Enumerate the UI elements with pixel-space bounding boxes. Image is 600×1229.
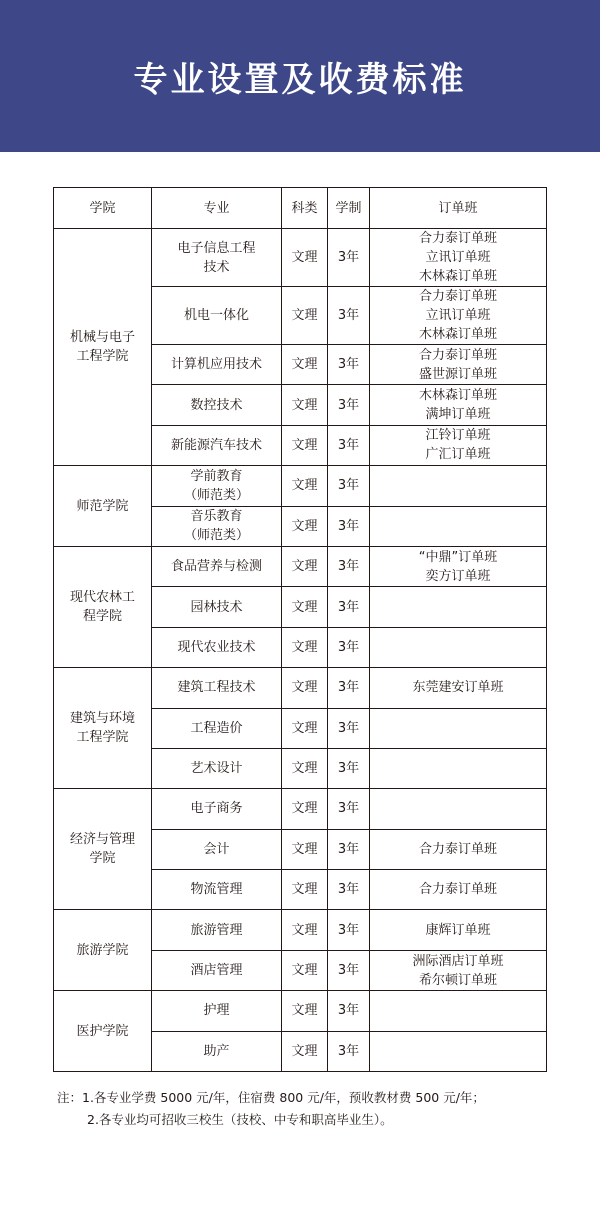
major-cell [152,708,282,748]
college-name: 建筑与环境 [69,711,135,727]
duration-cell: 3年 [328,748,370,788]
order-class-name: 奕方订单班 [425,568,491,584]
order-class-cell [370,991,547,1031]
college-name: 机械与电子 [69,330,135,346]
order-class-name: 东莞建安订单班 [412,680,504,696]
duration-cell: 3年 [328,950,370,990]
major-name: 学前教育 [190,468,243,484]
major-name: 电子信息工程 [177,240,256,256]
order-class-name: 合力泰订单班 [418,882,497,898]
table-row [54,466,547,506]
major-cell [152,425,282,465]
order-class-name: 江铃订单班 [425,428,491,444]
major-name: 音乐教育 [190,509,243,525]
note-line-2: 2.各专业均可招收三校生（技校、中专和职高毕业生）。 [87,1112,393,1127]
college-name: 学院 [89,851,116,867]
major-cell [152,546,282,586]
major-cell [152,1031,282,1071]
category-cell: 文理 [282,229,328,287]
duration-cell: 3年 [328,385,370,425]
major-name: 旅游管理 [190,922,243,938]
category-cell: 文理 [282,385,328,425]
major-name: 新能源汽车技术 [170,437,262,453]
college-name: 经济与管理 [69,832,135,848]
order-class-cell [370,587,547,627]
college-cell [54,789,152,910]
order-class-cell [370,287,547,345]
major-name: （师范类） [183,487,249,503]
college-cell [54,991,152,1072]
order-class-name: 康辉订单班 [425,922,491,938]
major-cell [152,627,282,667]
category-cell: 文理 [282,991,328,1031]
major-name: 技术 [203,259,230,275]
order-class-cell [370,345,547,385]
order-class-cell [370,708,547,748]
order-class-cell [370,506,547,546]
table-row [54,229,547,287]
order-class-cell [370,748,547,788]
category-cell: 文理 [282,910,328,950]
duration-cell: 3年 [328,466,370,506]
major-cell [152,385,282,425]
category-cell: 文理 [282,627,328,667]
major-cell [152,870,282,910]
duration-cell: 3年 [328,668,370,708]
order-class-name: 立讯订单班 [425,250,491,265]
category-cell: 文理 [282,1031,328,1071]
college-cell [54,546,152,667]
category-cell: 文理 [282,345,328,385]
college-cell [54,229,152,466]
category-cell: 文理 [282,748,328,788]
major-cell [152,910,282,950]
major-name: 会计 [203,841,230,857]
header-major: 专业 [152,188,282,229]
college-name: 医护学院 [76,1023,129,1039]
category-cell: 文理 [282,668,328,708]
duration-cell: 3年 [328,506,370,546]
major-cell [152,466,282,506]
category-cell: 文理 [282,708,328,748]
order-class-cell [370,668,547,708]
category-cell: 文理 [282,789,328,829]
header-order-class: 订单班 [370,188,547,229]
major-name: 电子商务 [190,801,243,817]
order-class-name: 合力泰订单班 [418,289,497,304]
duration-cell: 3年 [328,991,370,1031]
order-class-name: 盛世源订单班 [418,366,497,382]
duration-cell: 3年 [328,627,370,667]
order-class-name: 木林森订单班 [418,327,497,342]
major-name: 计算机应用技术 [170,357,262,373]
order-class-name: 木林森订单班 [418,388,497,404]
major-name: 数控技术 [190,397,243,413]
header-category: 科类 [282,188,328,229]
order-class-cell [370,1031,547,1071]
college-cell [54,910,152,991]
order-class-name: 希尔顿订单班 [418,972,497,988]
duration-cell: 3年 [328,587,370,627]
category-cell: 文理 [282,587,328,627]
duration-cell: 3年 [328,229,370,287]
major-name: 食品营养与检测 [170,559,262,575]
category-cell: 文理 [282,287,328,345]
college-cell [54,466,152,547]
major-cell [152,829,282,869]
duration-cell: 3年 [328,789,370,829]
table-row [54,668,547,708]
major-name: 酒店管理 [190,963,243,979]
header-banner [0,0,600,152]
category-cell: 文理 [282,950,328,990]
major-cell [152,748,282,788]
major-cell [152,345,282,385]
category-cell: 文理 [282,870,328,910]
major-name: 现代农业技术 [177,639,256,655]
college-name: 旅游学院 [76,942,129,958]
majors-table [53,187,547,1072]
duration-cell: 3年 [328,910,370,950]
college-name: 工程学院 [76,349,129,365]
category-cell: 文理 [282,506,328,546]
order-class-cell [370,466,547,506]
duration-cell: 3年 [328,1031,370,1071]
page-title: 专业设置及收费标准 [133,59,467,100]
college-name: 现代农林工 [69,590,135,606]
major-cell [152,950,282,990]
order-class-name: “中鼎”订单班 [418,549,498,565]
order-class-name: 合力泰订单班 [418,231,497,246]
order-class-cell [370,425,547,465]
category-cell: 文理 [282,425,328,465]
major-cell [152,506,282,546]
order-class-name: 木林森订单班 [418,269,497,284]
table-row [54,789,547,829]
duration-cell: 3年 [328,829,370,869]
major-name: 机电一体化 [183,308,249,323]
college-cell [54,668,152,789]
duration-cell: 3年 [328,425,370,465]
major-cell [152,287,282,345]
major-name: 物流管理 [190,882,243,898]
order-class-cell [370,627,547,667]
order-class-name: 合力泰订单班 [418,347,497,363]
order-class-cell [370,910,547,950]
major-cell [152,587,282,627]
major-cell [152,789,282,829]
order-class-cell [370,870,547,910]
college-name: 工程学院 [76,730,129,746]
order-class-cell [370,789,547,829]
category-cell: 文理 [282,466,328,506]
header-college: 学院 [54,188,152,229]
major-cell [152,991,282,1031]
header-duration: 学制 [328,188,370,229]
order-class-cell [370,385,547,425]
order-class-name: 立讯订单班 [425,308,491,323]
college-name: 师范学院 [76,498,129,514]
category-cell: 文理 [282,829,328,869]
major-name: 建筑工程技术 [177,680,256,696]
table-body [54,229,547,1072]
table-header-row [54,188,547,229]
table-row [54,991,547,1031]
order-class-cell [370,829,547,869]
duration-cell: 3年 [328,870,370,910]
table-row [54,546,547,586]
order-class-cell [370,546,547,586]
major-name: 工程造价 [190,720,243,736]
order-class-name: 满坤订单班 [425,407,491,423]
duration-cell: 3年 [328,287,370,345]
note-line-1: 注：1.各专业学费 5000 元/年，住宿费 800 元/年，预收教材费 500 元/年； [57,1090,485,1105]
major-name: 艺术设计 [190,761,243,777]
fee-notes [57,1087,577,1131]
category-cell: 文理 [282,546,328,586]
order-class-name: 广汇订单班 [425,447,491,463]
major-name: （师范类） [183,528,249,544]
major-name: 园林技术 [190,599,243,615]
duration-cell: 3年 [328,546,370,586]
major-name: 护理 [203,1003,230,1019]
duration-cell: 3年 [328,708,370,748]
order-class-name: 合力泰订单班 [418,841,497,857]
order-class-cell [370,229,547,287]
major-name: 助产 [203,1043,230,1059]
table-row [54,910,547,950]
duration-cell: 3年 [328,345,370,385]
order-class-cell [370,950,547,990]
college-name: 程学院 [82,609,122,625]
order-class-name: 洲际酒店订单班 [412,953,504,969]
major-cell [152,229,282,287]
major-cell [152,668,282,708]
